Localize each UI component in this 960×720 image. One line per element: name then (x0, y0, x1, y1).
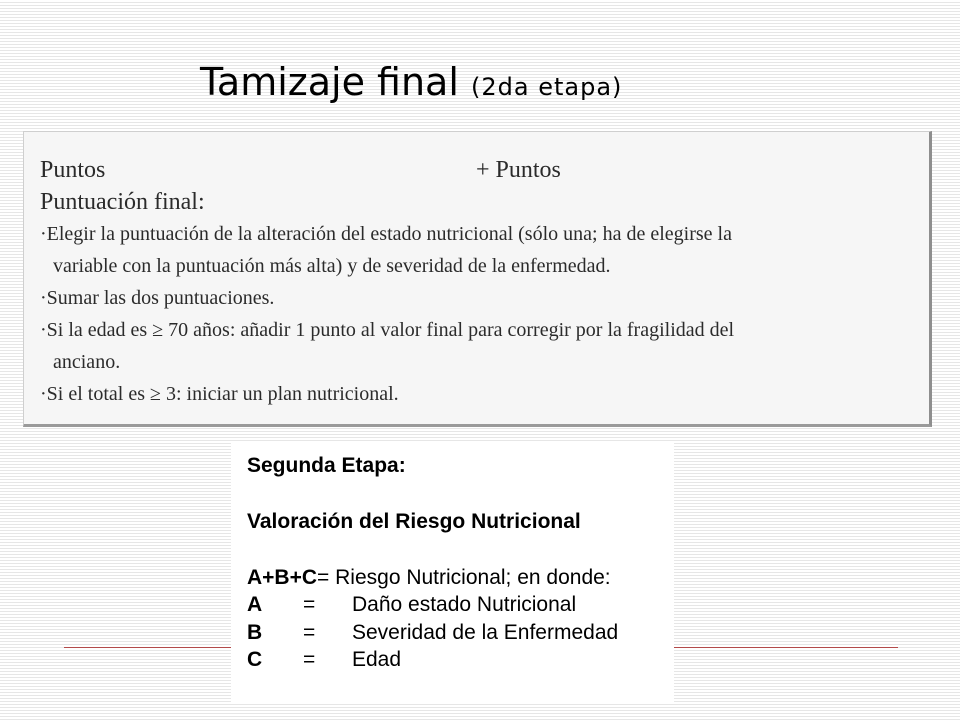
instruction-line: ·Si la edad es ≥ 70 años: añadir 1 punto al valor final para corregir por la fragilidad del (40, 319, 735, 341)
title-subtitle: (2da etapa) (471, 73, 623, 101)
variable-description: Daño estado Nutricional (352, 593, 577, 616)
variable-description: Edad (352, 648, 402, 671)
scanned-text (40, 154, 859, 410)
instruction-item (40, 378, 859, 410)
formula-text: = Riesgo Nutricional; en donde: (317, 566, 611, 589)
instruction-item (40, 218, 859, 282)
puntos-row (40, 154, 859, 186)
instruction-line: ·Si el total es ≥ 3: iniciar un plan nutricional. (40, 383, 399, 405)
variable-description: Severidad de la Enfermedad (352, 621, 619, 644)
variable-letter: A (247, 593, 263, 616)
final-score-heading: Puntuación final: (40, 189, 205, 215)
instruction-item (40, 314, 859, 378)
instruction-item (40, 282, 859, 314)
variable-equals: = (303, 621, 316, 644)
slide-title (200, 62, 622, 104)
instruction-line: ·Elegir la puntuación de la alteración del estado nutricional (sólo una; ha de elegirse la (40, 223, 732, 245)
instruction-line: ·Sumar las dos puntuaciones. (40, 287, 275, 309)
variable-letter: B (247, 621, 263, 644)
puntos-right: + Puntos (476, 157, 561, 183)
puntos-left: Puntos (40, 157, 106, 183)
risk-heading: Valoración del Riesgo Nutricional (247, 510, 581, 533)
scanned-instructions-box (23, 131, 932, 427)
variable-letter: C (247, 648, 263, 671)
variable-equals: = (303, 648, 316, 671)
stage-heading: Segunda Etapa: (247, 454, 406, 477)
second-stage-panel (231, 442, 674, 704)
formula-line (247, 566, 611, 590)
instruction-continuation: anciano. (53, 351, 121, 373)
title-main: Tamizaje final (200, 60, 459, 104)
formula-variables: A+B+C (247, 566, 318, 589)
variable-equals: = (303, 593, 316, 616)
instruction-continuation: variable con la puntuación más alta) y de severidad de la enfermedad. (53, 255, 611, 277)
